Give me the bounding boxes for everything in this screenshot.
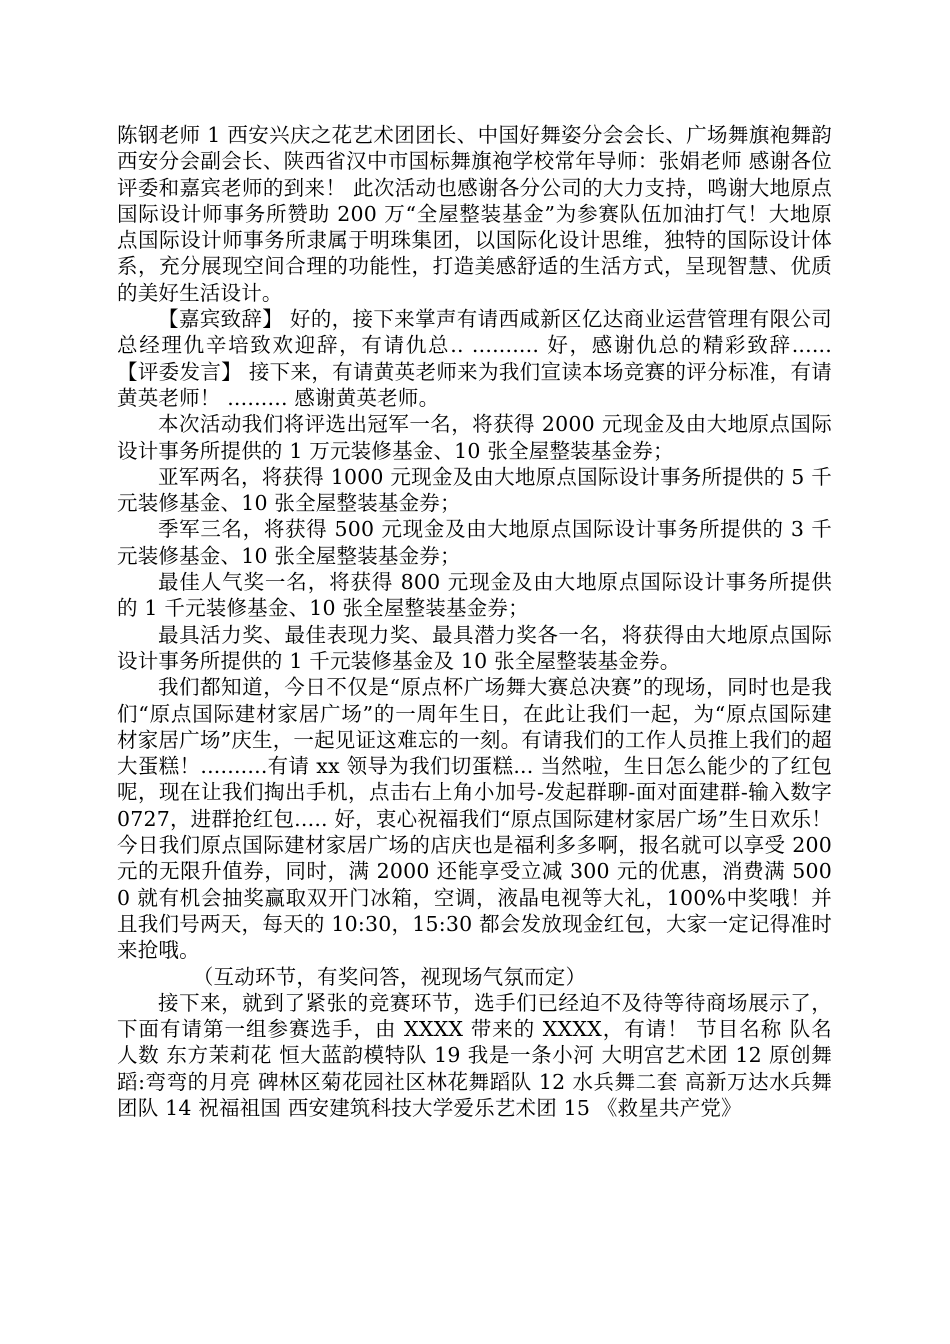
paragraph-guest-speech: 【嘉宾致辞】 好的，接下来掌声有请西咸新区亿达商业运营管理有限公司总经理仇辛培致欢迎辞，有请仇总.. .......... 好，感谢仇总的精彩致辞...... 【评委发言】 接下来，有请黄英老师来为我们宣读本场竞赛的评分标准，有请黄英老师！ ......... 感谢黄英老师。 xyxy=(117,307,832,410)
paragraph-competition-program: 接下来，就到了紧张的竞赛环节，选手们已经迫不及待等待商场展示了，下面有请第一组参赛选手，由 XXXX 带来的 XXXX，有请！ 节目名称 队名 人数 东方茉莉花 恒大蓝韵模特队 19 我是一条小河 大明宫艺术团 12 原创舞蹈:弯弯的月亮 碑林区菊花园社区林花舞蹈队 12 水兵舞二套 高新万达水兵舞团队 14 祝福祖国 西安建筑科技大学爱乐艺术团 15 《救星共产党》 xyxy=(117,990,832,1120)
paragraph-interaction-note: （互动环节，有奖问答，视现场气氛而定） xyxy=(192,964,587,989)
paragraph-special-awards: 最具活力奖、最佳表现力奖、最具潜力奖各一名，将获得由大地原点国际设计事务所提供的 1 千元装修基金及 10 张全屋整装基金券。 xyxy=(117,622,832,673)
paragraph-third-place-prize: 季军三名，将获得 500 元现金及由大地原点国际设计事务所提供的 3 千元装修基金、10 张全屋整装基金券； xyxy=(117,517,832,568)
paragraph-popularity-prize: 最佳人气奖一名，将获得 800 元现金及由大地原点国际设计事务所提供的 1 千元装修基金、10 张全屋整装基金券； xyxy=(117,570,832,621)
paragraph-champion-prize: 本次活动我们将评选出冠军一名，将获得 2000 元现金及由大地原点国际设计事务所提供的 1 万元装修基金、10 张全屋整装基金券； xyxy=(117,412,832,463)
paragraph-anniversary: 我们都知道，今日不仅是“原点杯广场舞大赛总决赛”的现场，同时也是我们“原点国际建材家居广场”的一周年生日，在此让我们一起，为“原点国际建材家居广场”庆生，一起见证这难忘的一刻。有请我们的工作人员推上我们的超大蛋糕！..........有请 xx 领导为我们切蛋糕... 当然啦，生日怎么能少的了红包呢，现在让我们掏出手机，点击右上角小加号-发起群聊-面对面建群-输入数字 0727，进群抢红包..... 好，衷心祝福我们“原点国际建材家居广场”生日欢乐！今日我们原点国际建材家居广场的店庆也是福利多多啊，报名就可以享受 200 元的无限升值券，同时，满 2000 还能享受立减 300 元的优惠，消费满 5000 就有机会抽奖赢取双开门冰箱，空调，液晶电视等大礼，100%中奖哦！并且我们号两天，每天的 10:30，15:30 都会发放现金红包，大家一定记得准时来抢哦。 xyxy=(117,675,832,963)
paragraph-judges-and-sponsor: 陈钢老师 1 西安兴庆之花艺术团团长、中国好舞姿分会会长、广场舞旗袍舞韵西安分会副会长、陕西省汉中市国标舞旗袍学校常年导师：张娟老师 感谢各位评委和嘉宾老师的到来！ 此次活动也感谢各分公司的大力支持，鸣谢大地原点国际设计师事务所赞助 200 万“全屋整装基金”为参赛队伍加油打气！大地原点国际设计师事务所隶属于明珠集团，以国际化设计思维，独特的国际设计体系，充分展现空间合理的功能性，打造美感舒适的生活方式，呈现智慧、优质的美好生活设计。 xyxy=(117,123,832,305)
paragraph-runner-up-prize: 亚军两名，将获得 1000 元现金及由大地原点国际设计事务所提供的 5 千元装修基金、10 张全屋整装基金券； xyxy=(117,464,832,516)
document-page xyxy=(117,122,832,1121)
